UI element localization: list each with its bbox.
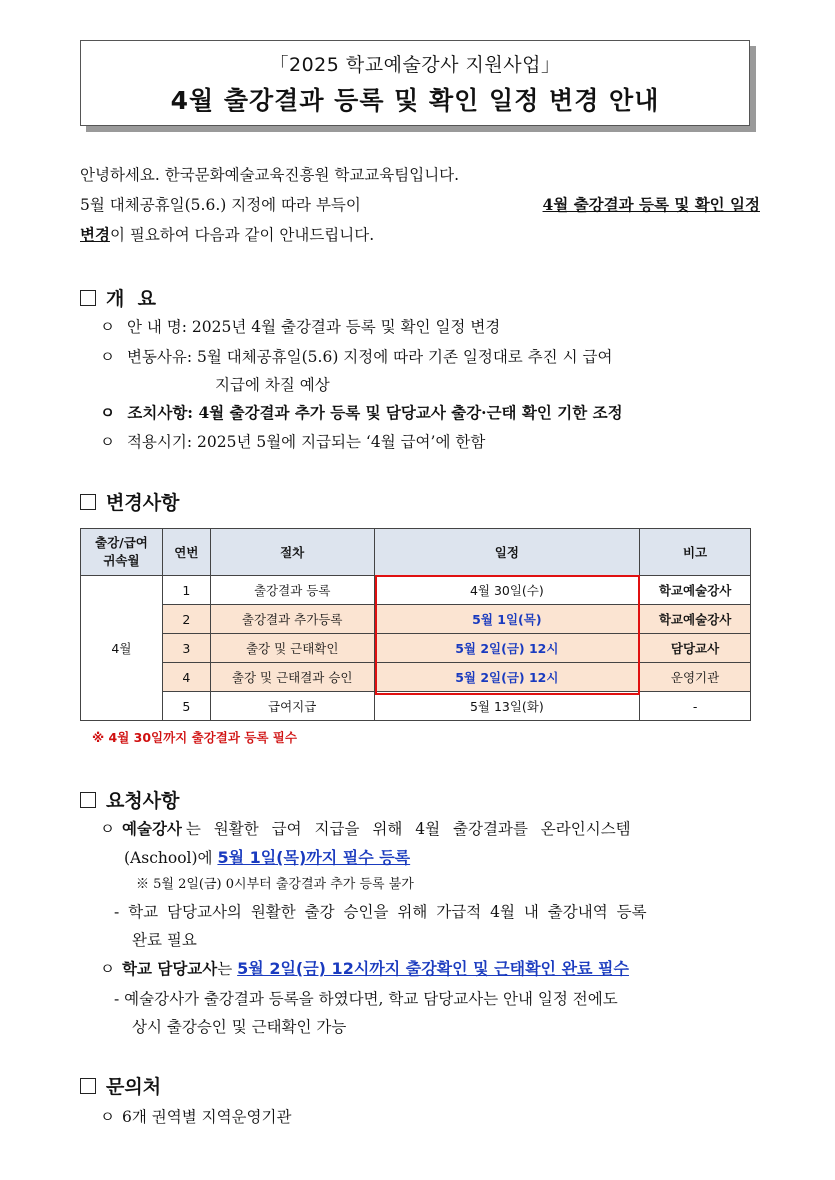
square-bullet-icon: [80, 792, 96, 808]
header-schedule: 일정: [374, 529, 640, 576]
header-note: 비고: [640, 529, 751, 576]
row-no: 2: [162, 605, 210, 634]
section-requests-title: 요청사항: [106, 790, 180, 812]
intro-line-3-emphasis: 변경: [80, 225, 110, 244]
row-note: 학교예술강사: [640, 605, 751, 634]
request-2-text: 는: [217, 960, 238, 978]
overview-item-2-continued: 지급에 차질 예상: [215, 376, 330, 394]
overview-text: 2025년 5월에 지급되는 ‘4월 급여’에 한함: [197, 433, 486, 451]
intro-line-1: 안녕하세요. 한국문화예술교육진흥원 학교교육팀입니다.: [80, 166, 460, 184]
request-2-dash-line-2: 상시 출강승인 및 근태확인 가능: [132, 1018, 347, 1036]
circle-bullet: ㅇ: [100, 403, 115, 422]
table-header-row: [81, 529, 751, 576]
contact-item: [100, 1102, 291, 1132]
section-overview-title: 개 요: [106, 288, 156, 310]
overview-item-4: [100, 427, 485, 457]
overview-label: 조치사항:: [127, 403, 194, 422]
overview-item-1: [100, 312, 500, 342]
request-1-line-2: [124, 843, 410, 873]
square-bullet-icon: [80, 494, 96, 510]
square-bullet-icon: [80, 1078, 96, 1094]
row-note: 담당교사: [640, 634, 751, 663]
row-date: 5월 2일(금) 12시: [374, 634, 640, 663]
title-box: [80, 40, 750, 126]
table-footnote: ※ 4월 30일까지 출강결과 등록 필수: [92, 730, 297, 745]
intro-paragraph: [80, 160, 760, 250]
row-no: 3: [162, 634, 210, 663]
intro-line-3-text: 이 필요하여 다음과 같이 안내드립니다.: [109, 226, 375, 244]
request-1-note: ※ 5월 2일(금) 0시부터 출강결과 추가 등록 불가: [136, 877, 414, 892]
request-1-subject: 예술강사: [122, 819, 182, 838]
overview-item-3: [100, 398, 623, 428]
request-2-line: [100, 954, 629, 984]
table-row: [81, 605, 751, 634]
row-procedure: 출강 및 근태확인: [210, 634, 374, 663]
row-note: 운영기관: [640, 663, 751, 692]
circle-bullet: ㅇ: [100, 318, 115, 336]
circle-bullet: ㅇ: [100, 820, 115, 838]
row-procedure: 출강결과 추가등록: [210, 605, 374, 634]
circle-bullet: ㅇ: [100, 433, 115, 451]
section-contact-heading: [80, 1072, 161, 1099]
section-changes-title: 변경사항: [106, 492, 180, 514]
header-no: 연번: [162, 529, 210, 576]
intro-line-3: [80, 220, 760, 250]
title-frame: [80, 40, 750, 126]
row-date: 5월 13일(화): [374, 692, 640, 721]
request-1-line-1: [100, 814, 752, 844]
table-row: [81, 692, 751, 721]
circle-bullet: ㅇ: [100, 960, 115, 978]
title-line-1: 「2025 학교예술강사 지원사업」: [269, 54, 561, 76]
intro-line-2: [80, 190, 760, 220]
circle-bullet: ㅇ: [100, 348, 115, 366]
overview-text: 4월 출강결과 추가 등록 및 담당교사 출강·근태 확인 기한 조정: [198, 403, 623, 422]
overview-label: 적용시기:: [126, 433, 193, 451]
circle-bullet: ㅇ: [100, 1108, 115, 1126]
section-overview-heading: [80, 284, 156, 311]
overview-item-2: [100, 342, 612, 372]
square-bullet-icon: [80, 290, 96, 306]
row-procedure: 급여지급: [210, 692, 374, 721]
section-requests-heading: [80, 786, 179, 813]
row-no: 4: [162, 663, 210, 692]
request-1-text: 는 원활한 급여 지급을 위해 4월 출강결과를 온라인시스템: [185, 820, 631, 838]
overview-text: 2025년 4월 출강결과 등록 및 확인 일정 변경: [191, 318, 501, 336]
request-1-system: (Aschool)에: [124, 849, 218, 867]
intro-line-2-emphasis: 4월 출강결과 등록 및 확인 일정: [542, 195, 760, 214]
row-no: 1: [162, 576, 210, 605]
row-date: 5월 1일(목): [374, 605, 640, 634]
row-no: 5: [162, 692, 210, 721]
section-changes-heading: [80, 488, 179, 515]
request-2-subject: 학교 담당교사: [122, 959, 218, 978]
row-note: -: [640, 692, 751, 721]
table-row: [81, 576, 751, 605]
month-cell: 4월: [81, 576, 163, 721]
overview-label: 안 내 명:: [126, 318, 187, 336]
table-row: [81, 634, 751, 663]
row-note: 학교예술강사: [640, 576, 751, 605]
contact-text: 6개 권역별 지역운영기관: [122, 1108, 292, 1126]
overview-label: 변동사유:: [126, 348, 193, 366]
schedule-table: [80, 528, 751, 721]
request-1-dash-line-1: - 학교 담당교사의 원활한 출강 승인을 위해 가급적 4월 내 출강내역 등록: [114, 903, 647, 921]
title-line-2: 4월 출강결과 등록 및 확인 일정 변경 안내: [170, 86, 660, 115]
row-procedure: 출강 및 근태결과 승인: [210, 663, 374, 692]
request-1-deadline: 5월 1일(목)까지 필수 등록: [217, 848, 411, 867]
intro-line-2-text: 5월 대체공휴일(5.6.) 지정에 따라 부득이: [80, 196, 361, 214]
header-procedure: 절차: [210, 529, 374, 576]
row-date: 4월 30일(수): [374, 576, 640, 605]
row-date: 5월 2일(금) 12시: [374, 663, 640, 692]
section-contact-title: 문의처: [106, 1076, 162, 1098]
request-1-dash-line-2: 완료 필요: [132, 931, 197, 949]
request-2-deadline: 5월 2일(금) 12시까지 출강확인 및 근태확인 완료 필수: [237, 959, 629, 978]
header-month: 출강/급여 귀속월: [81, 529, 163, 576]
request-2-dash-line-1: - 예술강사가 출강결과 등록을 하였다면, 학교 담당교사는 안내 일정 전에도: [114, 990, 618, 1008]
row-procedure: 출강결과 등록: [210, 576, 374, 605]
overview-text: 5월 대체공휴일(5.6) 지정에 따라 기존 일정대로 추진 시 급여: [197, 348, 613, 366]
table-row: [81, 663, 751, 692]
